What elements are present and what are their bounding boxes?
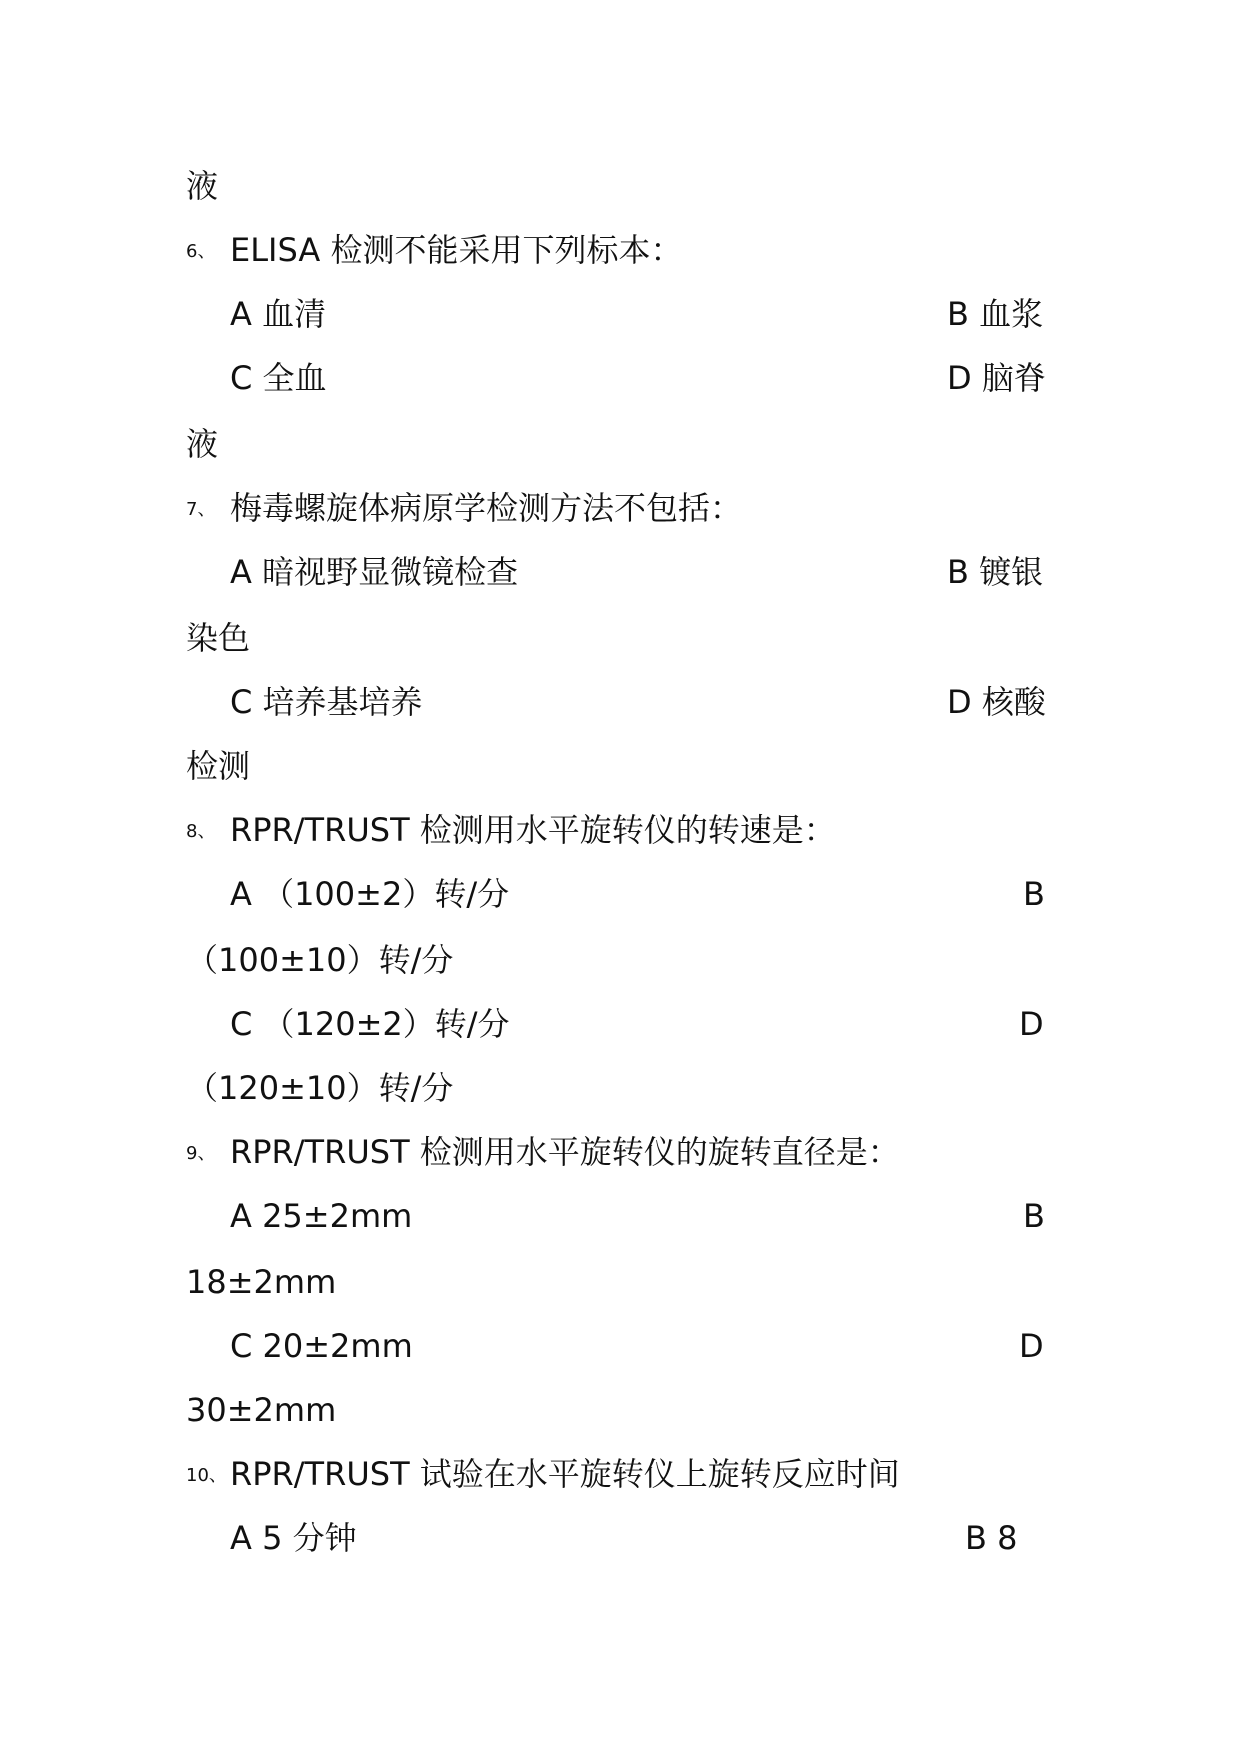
- option-c: C 全血: [230, 359, 327, 397]
- option-a: A 5 分钟: [230, 1519, 357, 1557]
- option-c: C 20±2mm: [230, 1327, 413, 1365]
- text-line: 液: [186, 167, 219, 205]
- option-a: A 血清: [230, 295, 327, 333]
- option-d: D 核酸: [947, 683, 1046, 721]
- question-number: 9、: [186, 1143, 216, 1164]
- option-b: B 8: [965, 1519, 1018, 1557]
- option-a: A （100±2）转/分: [230, 875, 510, 913]
- text-line: （120±10）转/分: [186, 1069, 454, 1107]
- option-c: C （120±2）转/分: [230, 1005, 510, 1043]
- question-text: RPR/TRUST 检测用水平旋转仪的转速是：: [230, 811, 836, 849]
- question-text: RPR/TRUST 检测用水平旋转仪的旋转直径是：: [230, 1133, 900, 1171]
- option-d: D 脑脊: [947, 359, 1046, 397]
- option-b: B: [1023, 1197, 1045, 1235]
- text-line: 检测: [186, 747, 251, 785]
- text-line: 染色: [186, 619, 251, 657]
- option-a: A 暗视野显微镜检查: [230, 553, 519, 591]
- option-b: B: [1023, 875, 1045, 913]
- text-line: 液: [186, 425, 219, 463]
- option-b: B 血浆: [947, 295, 1044, 333]
- option-d: D: [1019, 1005, 1044, 1043]
- option-c: C 培养基培养: [230, 683, 423, 721]
- text-line: （100±10）转/分: [186, 941, 454, 979]
- question-number: 7、: [186, 499, 216, 520]
- option-b: B 镀银: [947, 553, 1044, 591]
- question-text: ELISA 检测不能采用下列标本：: [230, 231, 683, 269]
- question-text: 梅毒螺旋体病原学检测方法不包括：: [230, 489, 743, 527]
- question-number: 6、: [186, 241, 216, 262]
- question-number: 8、: [186, 821, 216, 842]
- text-line: 30±2mm: [186, 1391, 337, 1429]
- option-d: D: [1019, 1327, 1044, 1365]
- option-a: A 25±2mm: [230, 1197, 413, 1235]
- question-text: RPR/TRUST 试验在水平旋转仪上旋转反应时间: [230, 1455, 900, 1493]
- text-line: 18±2mm: [186, 1263, 337, 1301]
- question-number: 10、: [186, 1465, 227, 1486]
